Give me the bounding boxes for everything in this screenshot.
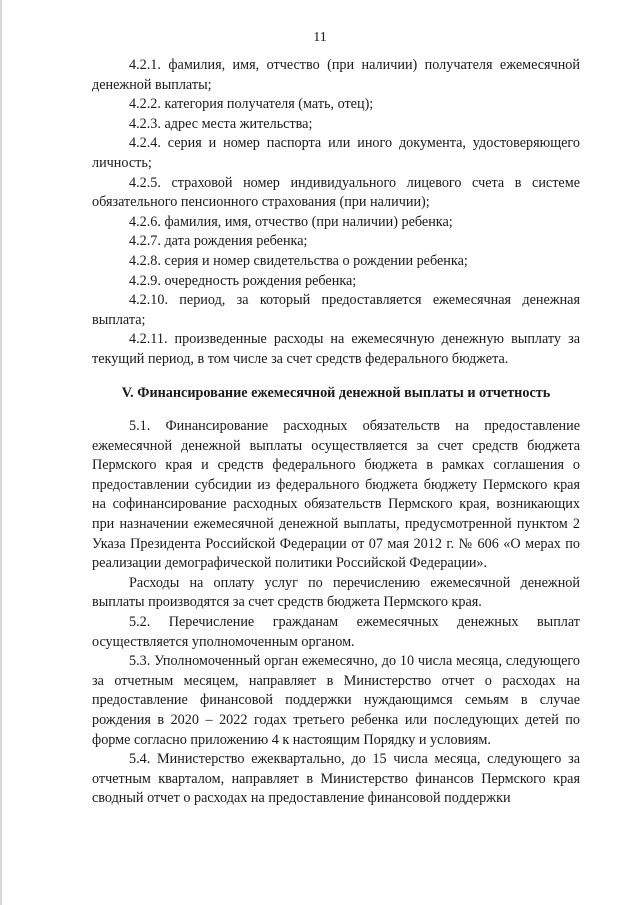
section-paragraph: 5.4. Министерство ежеквартально, до 15 числа месяца, следующего за отчетным кварталом, направляет в Министерство финансов Пермского края сводный отчет о расходах на предоставление финансовой поддержки	[92, 751, 580, 807]
scan-edge	[0, 0, 2, 905]
list-item: 4.2.8. серия и номер свидетельства о рождении ребенка;	[129, 252, 468, 269]
list-item: 4.2.9. очередность рождения ребенка;	[129, 272, 357, 289]
list-item: 4.2.11. произведенные расходы на ежемесячную денежную выплату за текущий период, в том числе за счет средств федерального бюджета.	[92, 331, 580, 367]
section-paragraph: 5.1. Финансирование расходных обязательств на предоставление ежемесячной денежной выплаты осуществляется за счет средств бюджета Пермского края и средств федерального бюджета в рамках соглашения о предоставлении субсидии из федерального бюджета бюджету Пермского края на софинансирование расходных обязательств Пермского края, возникающих при назначении ежемесячной денежной выплаты, предусмотренной пунктом 2 Указа Президента Российской Федерации от 07 мая 2012 г. № 606 «О мерах по реализации демографической политики Российской Федерации».	[92, 418, 580, 572]
list-item: 4.2.10. период, за который предоставляется ежемесячная денежная выплата;	[92, 292, 580, 328]
section-paragraph: Расходы на оплату услуг по перечислению ежемесячной денежной выплаты производятся за счет средств бюджета Пермского края.	[92, 574, 580, 611]
list-item: 4.2.4. серия и номер паспорта или иного документа, удостоверяющего личность;	[92, 135, 580, 171]
section-title: V. Финансирование ежемесячной денежной выплаты и отчетность	[121, 384, 551, 401]
list-item: 4.2.3. адрес места жительства;	[129, 115, 313, 132]
list-item: 4.2.2. категория получателя (мать, отец);	[129, 96, 374, 113]
list-item: 4.2.6. фамилия, имя, отчество (при наличии) ребенка;	[129, 213, 453, 230]
section-paragraph: 5.3. Уполномоченный орган ежемесячно, до 10 числа месяца, следующего за отчетным месяцем, направляет в Министерство отчет о расходах на предоставление финансовой поддержки нуждающимся семьям в случае рождения в 2020 – 2022 годах третьего ребенка или последующих детей по форме согласно приложению 4 к настоящим Порядку и условиям.	[92, 653, 580, 748]
document-body	[92, 56, 580, 809]
page-number: 11	[313, 30, 327, 45]
list-item: 4.2.7. дата рождения ребенка;	[129, 233, 308, 250]
list-item: 4.2.5. страховой номер индивидуального лицевого счета в системе обязательного пенсионного страхования (при наличии);	[92, 174, 580, 211]
section-paragraph: 5.2. Перечисление гражданам ежемесячных денежных выплат осуществляется уполномоченным органом.	[92, 614, 580, 650]
list-item: 4.2.1. фамилия, имя, отчество (при наличии) получателя ежемесячной денежной выплаты;	[92, 57, 580, 93]
